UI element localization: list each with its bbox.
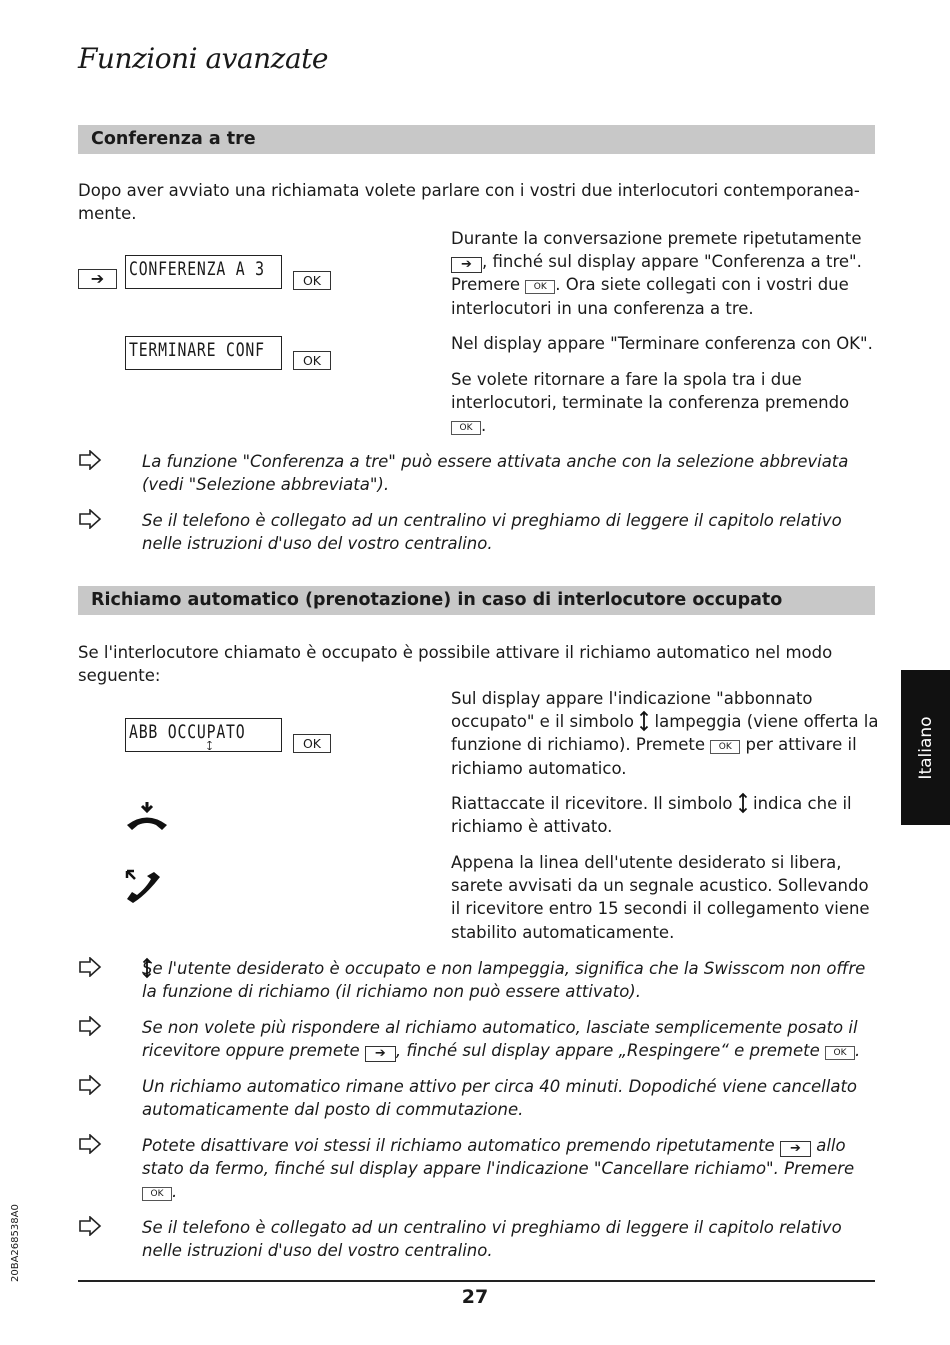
ok-key-icon: OK: [142, 1187, 172, 1201]
handset-lift-icon: [124, 868, 164, 908]
note-text-part: .: [172, 1182, 178, 1202]
step-text: , finché sul display appare "Conferenza a tre". Premere: [451, 252, 862, 295]
step-text: per attivare il richiamo automatico.: [451, 735, 857, 778]
arrow-key-icon: ➔: [780, 1141, 811, 1157]
note-text: Se il telefono è collegato ad un centralino vi preghiamo di leggere il capitolo relativo nelle istruzioni d'uso del vostro centralino.: [142, 1218, 842, 1261]
ok-key-icon: OK: [525, 280, 555, 294]
section2-step1: [451, 687, 881, 780]
arrow-key-icon: ➔: [78, 269, 117, 289]
hint-arrow-icon: [78, 1075, 102, 1095]
note-text-part: Se l'utente desiderato è occupato e: [142, 959, 437, 978]
hint-arrow-icon: [78, 1016, 102, 1036]
note-text: [142, 1016, 882, 1062]
callback-symbol-icon: [207, 741, 212, 750]
page-number: 27: [461, 1286, 489, 1308]
note-text-part: allo stato da fermo, finché sul display appare l'indicazione "Cancellare richiamo". Premere: [142, 1136, 855, 1179]
section2-step2: [451, 792, 881, 838]
ok-key-icon: OK: [710, 740, 740, 754]
section-heading-text: Richiamo automatico (prenotazione) in caso di interlocutore occupato: [91, 590, 783, 610]
step-text: lampeggia (viene offerta la funzione di richiamo). Premete: [451, 712, 879, 755]
note-text-part: .: [855, 1041, 861, 1061]
note-text: [142, 957, 882, 1003]
step-text: .: [481, 416, 487, 436]
section2-step3: Appena la linea dell'utente desiderato si libera, sarete avvisati da un segnale acustico. Sollevando il ricevitore entro 15 secondi il collegamento viene stabilito automaticamente.: [451, 853, 870, 942]
arrow-key-icon: ➔: [451, 257, 482, 273]
section1-intro: Dopo aver avviato una richiamata volete parlare con i vostri due interlocutori contemporanea-mente.: [78, 181, 860, 224]
page-title: Funzioni avanzate: [78, 42, 328, 75]
note-text: La funzione "Conferenza a tre" può essere attivata anche con la selezione abbreviata (vedi "Selezione abbreviata").: [142, 452, 849, 495]
language-tab: [901, 670, 950, 825]
step-text: Durante la conversazione premete ripetutamente: [451, 229, 862, 248]
hint-arrow-icon: [78, 1134, 102, 1154]
note-text: [142, 1134, 882, 1204]
ok-key: OK: [293, 351, 331, 370]
hint-arrow-icon: [78, 450, 102, 470]
lcd-display-occupato: [125, 718, 282, 752]
step-text: indica che il richiamo è attivato.: [451, 794, 852, 837]
callback-symbol-icon: [639, 710, 649, 732]
footer-divider: [78, 1280, 875, 1282]
hint-arrow-icon: [78, 957, 102, 977]
ok-key-icon: OK: [451, 421, 481, 435]
section1-step2: Nel display appare "Terminare conferenza con OK".: [451, 334, 873, 353]
ok-key-icon: OK: [825, 1046, 855, 1060]
note-text: Se il telefono è collegato ad un centralino vi preghiamo di leggere il capitolo relativo nelle istruzioni d'uso del vostro centralino.: [142, 511, 842, 554]
handset-hangup-icon: [125, 800, 169, 832]
ok-key: OK: [293, 734, 331, 753]
callback-symbol-icon: [738, 792, 748, 814]
section1-step3: [451, 368, 881, 438]
step-text: Riattaccate il ricevitore. Il simbolo: [451, 794, 733, 813]
section-heading-conferenza: [78, 125, 875, 154]
lcd-display-conferenza: [125, 255, 282, 289]
note-text-part: , finché sul display appare „Respingere“ e premete: [395, 1041, 820, 1061]
step-text: Se volete ritornare a fare la spola tra i due interlocutori, terminate la conferenza premendo: [451, 370, 850, 413]
callback-symbol-icon: [142, 957, 152, 979]
lcd-text: TERMINARE CONF: [129, 339, 265, 361]
note-text: Un richiamo automatico rimane attivo per circa 40 minuti. Dopodiché viene cancellato automaticamente dal posto di commutazione.: [142, 1077, 858, 1120]
lcd-display-terminare: [125, 336, 282, 370]
language-tab-label: Italiano: [915, 715, 936, 780]
note-text-part: non lampeggia, significa che la Swisscom non offre la funzione di richiamo (il richiamo non può essere attivato).: [142, 959, 866, 1002]
step-text: Sul display appare l'indicazione "abbonnato occupato" e il simbolo: [451, 689, 813, 732]
arrow-key-icon: ➔: [365, 1046, 396, 1062]
hint-arrow-icon: [78, 1216, 102, 1236]
hint-arrow-icon: [78, 509, 102, 529]
section2-intro: Se l'interlocutore chiamato è occupato è possibile attivare il richiamo automatico nel modo seguente:: [78, 643, 833, 686]
document-id: 20BA268538A0: [10, 1204, 21, 1282]
note-text-part: Potete disattivare voi stessi il richiamo automatico premendo ripetutamente: [142, 1136, 775, 1155]
note-text-part: Se non volete più rispondere al richiamo automatico, lasciate semplicemente posato il ricevitore oppure premete: [142, 1018, 858, 1061]
lcd-text: ABB OCCUPATO: [129, 721, 246, 743]
section-heading-richiamo: [78, 586, 875, 615]
step-text: . Ora siete collegati con i vostri due interlocutori in una conferenza a tre.: [451, 275, 849, 318]
section-heading-text: Conferenza a tre: [91, 129, 256, 149]
lcd-text: CONFERENZA A 3: [129, 258, 265, 280]
ok-key: OK: [293, 271, 331, 290]
section1-step1: [451, 227, 881, 320]
